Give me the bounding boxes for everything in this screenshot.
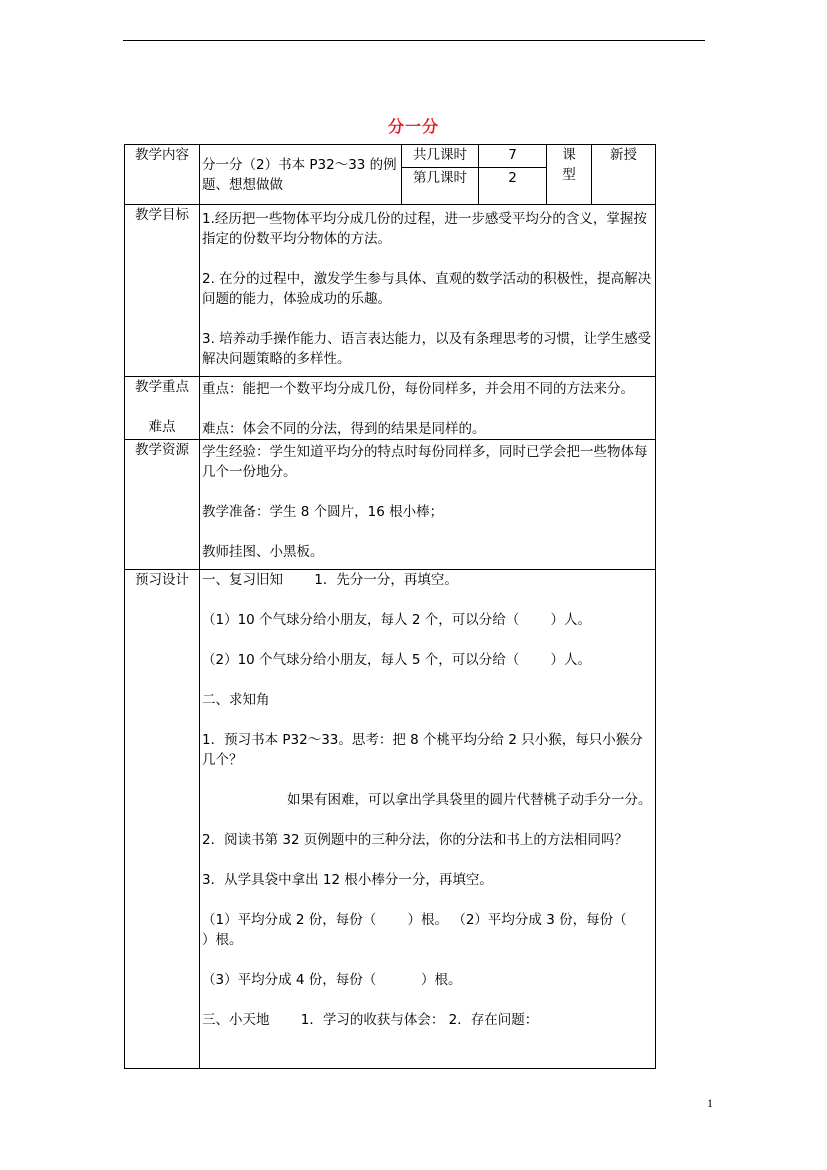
explore-question-2: 2．阅读书第 32 页例题中的三种分法，你的分法和书上的方法相同吗？ xyxy=(202,832,628,848)
goal-item: 1.经历把一些物体平均分成几份的过程，进一步感受平均分的含义，掌握按指定的份数平均分物体的方法。 xyxy=(202,211,647,247)
page-title: 分一分 xyxy=(387,117,439,136)
difficult-point: 难点：体会不同的分法，得到的结果是同样的。 xyxy=(202,421,486,437)
teaching-prep: 教学准备：学生 8 个圆片，16 根小棒； xyxy=(202,504,444,520)
goal-item: 3. 培养动手操作能力、语言表达能力，以及有条理思考的习惯，让学生感受解决问题策略的多样性。 xyxy=(202,331,652,367)
preview-label: 预习设计 xyxy=(125,570,200,1069)
resources-cell xyxy=(200,440,656,570)
review-question-2: （2）10 个气球分给小朋友，每人 5 个，可以分给（ ）人。 xyxy=(202,652,592,668)
content-label: 教学内容 xyxy=(125,145,200,205)
teacher-materials: 教师挂图、小黑板。 xyxy=(202,544,324,560)
resources-row xyxy=(125,440,656,570)
total-lessons-label: 共几课时 xyxy=(402,145,479,168)
header-rule xyxy=(123,40,705,41)
preview-row xyxy=(125,570,656,1069)
goals-label: 教学目标 xyxy=(125,205,200,377)
explore-question-3-a: （1）平均分成 2 份，每份（ ）根。 （2）平均分成 3 份，每份（ ）根。 xyxy=(202,912,658,948)
current-lesson-value: 2 xyxy=(479,168,547,205)
content-text: 分一分（2）书本 P32～33 的例题、想想做做 xyxy=(200,145,402,205)
review-section-title: 一、复习旧知 1．先分一分，再填空。 xyxy=(202,572,458,588)
keypoints-label xyxy=(125,377,200,440)
goals-cell xyxy=(200,205,656,377)
lesson-type-label-1: 课 xyxy=(562,147,576,163)
goals-row xyxy=(125,205,656,377)
key-point: 重点：能把一个数平均分成几份，每份同样多，并会用不同的方法来分。 xyxy=(202,381,634,397)
goal-item: 2. 在分的过程中，激发学生参与具体、直观的数学活动的积极性，提高解决问题的能力，体验成功的乐趣。 xyxy=(202,271,652,307)
explore-question-1-hint: 如果有困难，可以拿出学具袋里的圆片代替桃子动手分一分。 xyxy=(287,792,652,808)
preview-cell xyxy=(200,570,656,1069)
total-lessons-value: 7 xyxy=(479,145,547,168)
keypoints-label-1: 教学重点 xyxy=(135,379,189,395)
explore-question-3-b: （3）平均分成 4 份，每份（ ）根。 xyxy=(202,972,462,988)
keypoints-row xyxy=(125,377,656,440)
content-row xyxy=(125,145,656,168)
explore-question-1: 1．预习书本 P32～33。思考：把 8 个桃平均分给 2 只小猴，每只小猴分几个？ xyxy=(202,732,643,768)
lesson-type-label xyxy=(547,145,592,205)
lesson-type-label-2: 型 xyxy=(562,167,576,183)
review-question-1: （1）10 个气球分给小朋友，每人 2 个，可以分给（ ）人。 xyxy=(202,612,592,628)
lesson-plan-table xyxy=(124,144,656,1069)
current-lesson-label: 第几课时 xyxy=(402,168,479,205)
resources-label: 教学资源 xyxy=(125,440,200,570)
explore-section-title: 二、求知角 xyxy=(202,692,270,708)
student-experience: 学生经验：学生知道平均分的特点时每份同样多，同时已学会把一些物体每几个一份地分。 xyxy=(202,444,648,480)
explore-question-3: 3．从学具袋中拿出 12 根小棒分一分，再填空。 xyxy=(202,872,493,888)
lesson-type-value: 新授 xyxy=(592,145,656,205)
corner-section-title: 三、小天地 1．学习的收获与体会： 2．存在问题： xyxy=(202,1012,539,1028)
keypoints-label-2: 难点 xyxy=(148,419,176,435)
page-number: 1 xyxy=(707,1096,713,1110)
keypoints-cell xyxy=(200,377,656,440)
